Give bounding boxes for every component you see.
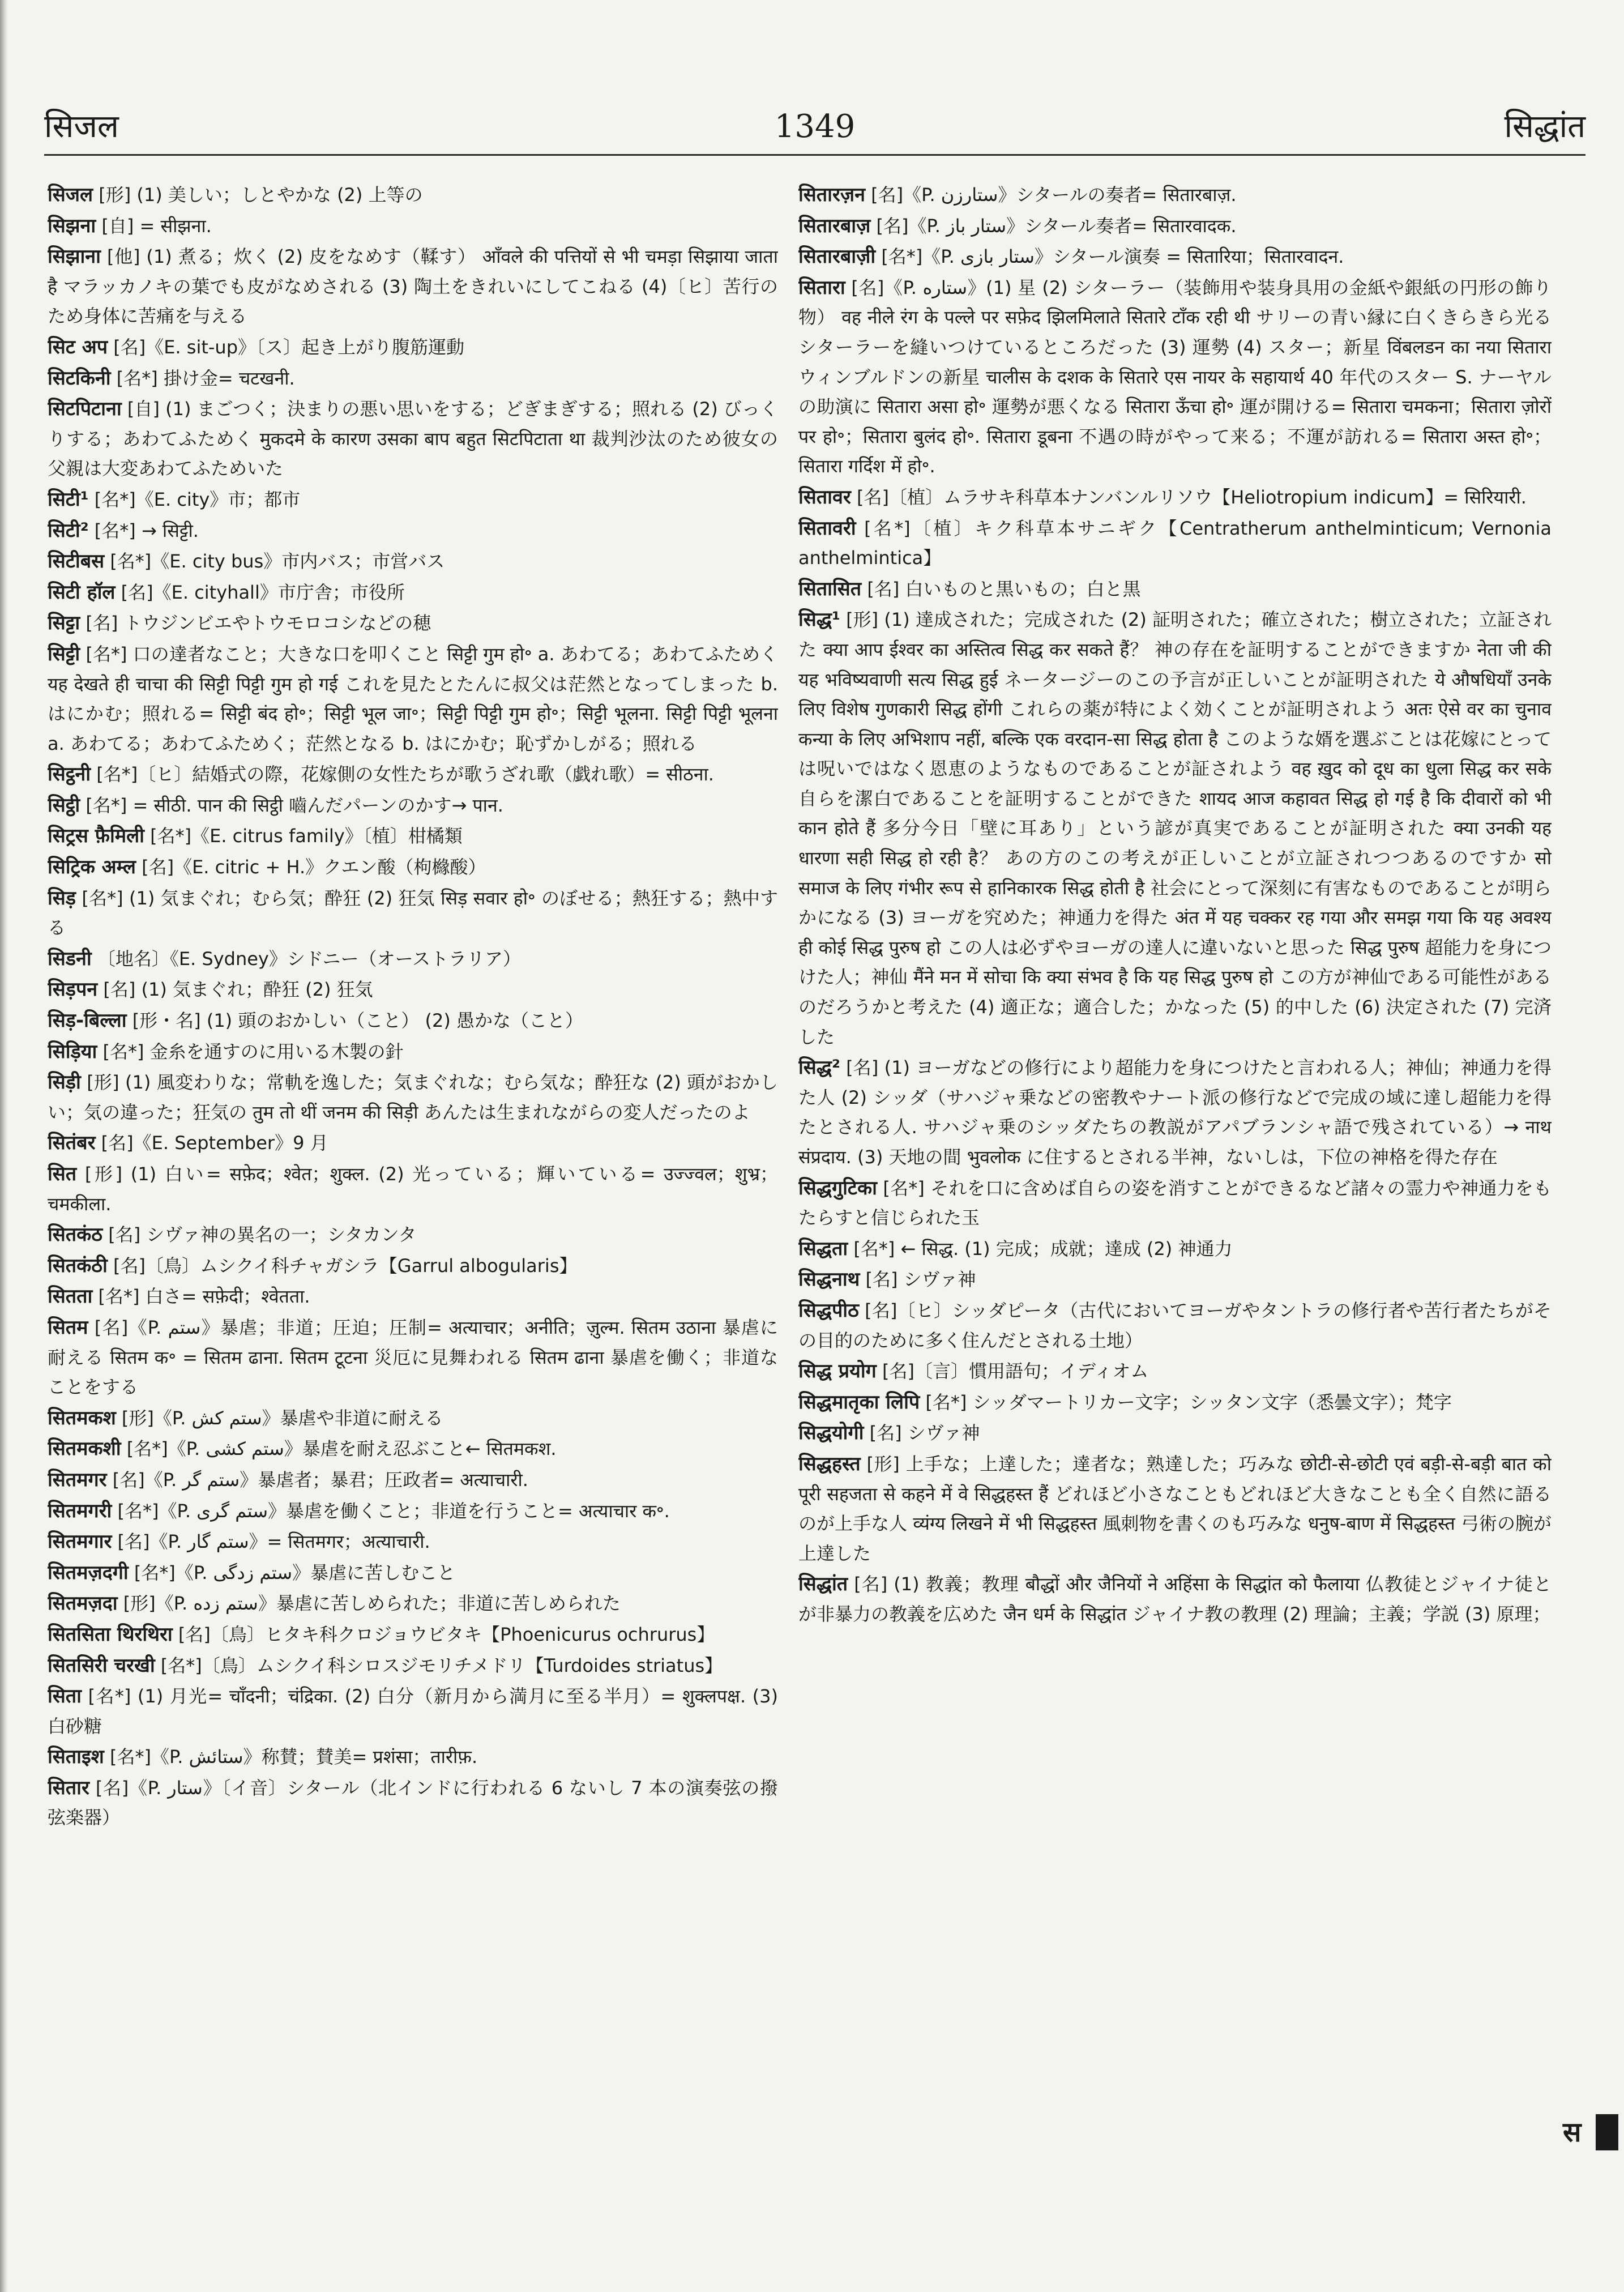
entry-headword: सिट्टी: [48, 642, 80, 665]
entry-definition: [名*]《P. ستائش》称賛；賛美= प्रशंसा；तारीफ़.: [109, 1746, 478, 1768]
entry-definition: [形] (1) 風変わりな；常軌を逸した；気まぐれな；むら気な；酔狂な (2) 頭がおかしい；気の違った；狂気の तुम तो थीं जनम की सिड़ी あんたは生まれながらの変人だったのよ: [48, 1072, 778, 1123]
entry-headword: सितमकश: [48, 1406, 116, 1429]
entry-definition: [名*]〔鳥〕ムシクイ科シロスジモリチメドリ【Turdoides striatus】: [160, 1654, 723, 1676]
entry-definition: [名] シヴァ神: [865, 1269, 976, 1291]
entry-definition: [名*]《P. ستم کشی》暴虐を耐え忍ぶこと← सितमकश.: [126, 1438, 557, 1460]
entry-definition: [形] (1) 達成された；完成された (2) 証明された；確立された；樹立された；立証された क्या आप ईश्वर का अस्तित्व सिद्ध कर सकते हैं？ 神の存在を証明することができますか नेता जी की यह भविष्यवाणी सत्य सिद्ध हुई ネータージーのこの予言が正しいことが証明された ये औषधियाँ उनके लिए विशेष गुणकारी सिद्ध होंगी これらの薬が特によく効くことが証明されよう अतः ऐसे वर का चुनाव कन्या के लिए अभिशाप नहीं, बल्कि एक वरदान-सा सिद्ध होता है このような婿を選ぶことは花嫁にとっては呪いではなく恩恵のようなものであることが証されよう वह ख़ुद को दूध का धुला सिद्ध कर सके 自らを潔白であることを証明することができた शायद आज कहावत सिद्ध हो गई है कि दीवारों को भी कान होते हैं 多分今日「壁に耳あり」という諺が真実であることが証明された क्या उनकी यह धारणा सही सिद्ध हो रही है？ あの方のこの考えが正しいことが立証されつつあるのですか सो समाज के लिए गंभीर रूप से हानिकारक सिद्ध होती है 社会にとって深刻に有害なものであることが明らかになる (3) ヨーガを究めた；神通力を得た अंत में यह चक्कर रह गया और समझ गया कि यह अवश्य ही कोई सिद्ध पुरुष हो この人は必ずやヨーガの達人に違いないと思った सिद्ध पुरुष 超能力を身につけた人；神仙 मैंने मन में सोचा कि क्या संभव है कि यह सिद्ध पुरुष हो この方が神仙である可能性があるのだろうかと考えた (4) 適正な；適合した；かなった (5) 的中した (6) 決定された (7) 完済した: [798, 609, 1552, 1048]
entry-headword: सिट्रिक अम्ल: [48, 856, 136, 879]
dictionary-entry: [48, 1282, 778, 1312]
dictionary-entry: [48, 332, 778, 362]
dictionary-entry: [48, 608, 778, 638]
entry-headword: सितमगरी: [48, 1499, 112, 1522]
entry-definition: [名]《E. cityhall》市庁舎；市役所: [121, 581, 405, 603]
entry-definition: [名]〔鳥〕ムシクイ科チャガシラ【Garrul albogularis】: [113, 1254, 578, 1277]
entry-headword: सिड़-बिल्ला: [48, 1009, 127, 1032]
entry-headword: सिद्धगुटिका: [798, 1176, 877, 1200]
entry-definition: [名*]《E. city bus》市内バス；市営バス: [110, 550, 445, 573]
dictionary-entry: [48, 821, 778, 851]
dictionary-entry: [48, 1589, 778, 1619]
entry-headword: सिट अप: [48, 335, 108, 358]
entry-definition: [名*]《E. city》市；都市: [94, 488, 301, 510]
dictionary-entry: [798, 242, 1552, 272]
entry-headword: सिद्धनाथ: [798, 1268, 860, 1291]
entry-headword: सिद्धांत: [798, 1573, 848, 1596]
dictionary-entry: [48, 1251, 778, 1281]
dictionary-entry: [48, 975, 778, 1005]
entry-definition: [名*] シッダマートリカー文字；シッタン文字（悉曇文字）；梵字: [925, 1391, 1452, 1413]
dictionary-entry: [48, 516, 778, 546]
entry-definition: [名]《P. ستم》暴虐；非道；圧迫；圧制= अत्याचार；अनीति；ज़ुल्म. सितम उठाना 暴虐に耐える सितम क॰ = सितम ढाना. सितम टूटना 災厄に見舞われる सितम ढाना 暴虐を働く；非道なことをする: [48, 1316, 778, 1398]
entry-headword: सिड़ी: [48, 1071, 81, 1094]
entry-headword: सिद्धमातृका लिपि: [798, 1390, 920, 1414]
entry-definition: [他] (1) 煮る；炊く (2) 皮をなめす（鞣す） आँवले की पत्तियों से भी चमड़ा सिझाया जाता है マラッカノキの葉でも皮がなめされる (3) 陶土をきれいにしてこねる (4)〔ヒ〕苦行のため身体に苦痛を与える: [48, 246, 778, 327]
dictionary-entry: [48, 1068, 778, 1127]
entry-headword: सिटी¹: [48, 488, 89, 511]
entry-headword: सितता: [48, 1285, 93, 1308]
dictionary-entry: [48, 1773, 778, 1833]
entry-headword: सिझाना: [48, 245, 101, 268]
entry-headword: सिटी²: [48, 519, 89, 542]
entry-definition: [名]《P. ستم گار》= सितमगर；अत्याचारी.: [117, 1531, 430, 1553]
entry-headword: सितमज़दा: [48, 1592, 118, 1615]
dictionary-entry: [798, 180, 1552, 210]
dictionary-entry: [48, 639, 778, 758]
page-edge-shadow: [0, 0, 8, 2292]
entry-definition: [名] 白いものと黒いもの；白と黒: [867, 578, 1141, 600]
right-guideword: सिद्धांत: [1504, 108, 1585, 145]
dictionary-entry: [48, 485, 778, 515]
entry-definition: [名*] それを口に含めば自らの姿を消すことができるなど諸々の霊力や神通力をもたらすと信じられた玉: [798, 1177, 1552, 1229]
thumb-index-bar: [1596, 2114, 1618, 2150]
entry-definition: [形・名] (1) 頭のおかしい（こと） (2) 愚かな（こと）: [132, 1010, 584, 1032]
entry-headword: सितमकशी: [48, 1437, 121, 1461]
dictionary-entry: [798, 605, 1552, 1052]
entry-definition: [名*]《P. ستار بازی》シタール演奏 = सितारिया；सितारवादन.: [881, 246, 1344, 268]
entry-headword: सितकंठ: [48, 1223, 103, 1247]
right-column: [798, 180, 1552, 2264]
dictionary-entry: [798, 1265, 1552, 1295]
entry-headword: सिद्धता: [798, 1237, 848, 1260]
dictionary-entry: [48, 883, 778, 943]
entry-definition: [名*] 口の達者なこと；大きな口を叩くこと सिट्टी गुम हो॰ a. あわてる；あわてふためく यह देखते ही चाचा की सिट्टी पिट्टी गुम हो गई これを見たとたんに叔父は茫然となってしまった b. はにかむ；照れる= सिट्टी बंद हो॰；सिट्टी भूल जा॰；सिट्टी पिट्टी गुम हो॰；सिट्टी भूलना. सिट्टी पिट्टी भूलना a. あわてる；あわてふためく；茫然となる b. はにかむ；恥ずかしがる；照れる: [48, 643, 778, 754]
entry-headword: सितारबाज़: [798, 214, 871, 237]
dictionary-entry: [48, 1128, 778, 1158]
entry-definition: [名]〔植〕ムラサキ科草本ナンバンルリソウ【Heliotropium indicum】= सिरियारी.: [856, 486, 1527, 508]
entry-definition: [名*]《P. ستم گری》暴虐を働くこと；非道を行うこと= अत्याचार क॰.: [117, 1500, 670, 1522]
entry-headword: सितावरी: [798, 517, 856, 540]
entry-definition: [名*] 金糸を通すのに用いる木製の針: [102, 1040, 404, 1062]
entry-definition: [名]《E. citric + H.》クエン酸（枸櫞酸）: [142, 856, 486, 878]
dictionary-entry: [48, 180, 778, 210]
entry-headword: सिड़: [48, 886, 76, 910]
entry-definition: [名*] 白さ= सफ़ेदी；श्वेतता.: [98, 1286, 310, 1308]
entry-headword: सितमज़दगी: [48, 1561, 129, 1584]
entry-headword: सिटपिटाना: [48, 398, 122, 421]
entry-definition: [名*] (1) 月光= चाँदनी；चंद्रिका. (2) 白分（新月から満月に至る半月）= शुक्लपक्ष. (3) 白砂糖: [48, 1685, 778, 1737]
dictionary-entry: [798, 1234, 1552, 1264]
dictionary-entry: [48, 852, 778, 882]
dictionary-entry: [48, 791, 778, 821]
entry-headword: सितमगार: [48, 1530, 112, 1553]
entry-definition: 〔地名〕《E. Sydney》シドニー（オーストラリア）: [97, 947, 521, 970]
entry-headword: सिद्ध²: [798, 1056, 840, 1079]
entry-headword: सिजल: [48, 183, 93, 206]
dictionary-entry: [48, 394, 778, 484]
entry-headword: सिट्ठनी: [48, 763, 91, 786]
entry-headword: सिट्टा: [48, 612, 80, 635]
entry-definition: [名*]《E. citrus family》〔植〕柑橘類: [150, 825, 463, 847]
entry-headword: सितंबर: [48, 1132, 96, 1155]
entry-headword: सितमगर: [48, 1468, 107, 1491]
entry-headword: सिटी हॉल: [48, 581, 116, 604]
dictionary-entry: [798, 483, 1552, 513]
dictionary-entry: [798, 1296, 1552, 1355]
dictionary-entry: [48, 1681, 778, 1741]
thumb-index-letter: स: [1563, 2116, 1582, 2148]
left-guideword: सिजल: [44, 108, 119, 145]
dictionary-entry: [48, 547, 778, 577]
dictionary-entry: [48, 1403, 778, 1433]
entry-headword: सितारज़न: [798, 183, 865, 206]
dictionary-entry: [798, 1449, 1552, 1568]
entry-headword: सिड़पन: [48, 978, 98, 1001]
entry-headword: सिद्ध प्रयोग: [798, 1360, 877, 1383]
entry-headword: सिड़िया: [48, 1040, 97, 1063]
dictionary-entry: [48, 1220, 778, 1250]
dictionary-entry: [48, 242, 778, 331]
entry-definition: [名] (1) 教義；教理 बौद्धों और जैनियों ने अहिंसा के सिद्धांत को फैलाया 仏教徒とジャイナ徒とが非暴力の教義を広めた जैन धर्म के सिद्धांत ジャイナ教の教理 (2) 理論；主義；学説 (3) 原理；: [798, 1573, 1552, 1625]
entry-definition: [形] (1) 白い= सफ़ेद；श्वेत；शुक्ल. (2) 光っている；輝いている= उज्ज्वल；शुभ्र；चमकीला.: [48, 1163, 778, 1215]
entry-headword: सितकंठी: [48, 1254, 108, 1277]
entry-definition: [名*] = सीठी. पान की सिट्ठी 嚙んだパーンのかす→ पान.: [86, 794, 503, 816]
entry-definition: [名]《E. sit-up》〔ス〕起き上がり腹筋運動: [113, 336, 465, 358]
dictionary-entry: [798, 1356, 1552, 1386]
entry-definition: [名]〔言〕慣用語句；イディオム: [882, 1360, 1149, 1382]
dictionary-entry: [798, 1569, 1552, 1629]
dictionary-entry: [48, 1527, 778, 1557]
dictionary-entry: [798, 1053, 1552, 1172]
dictionary-entry: [798, 211, 1552, 241]
dictionary-entry: [798, 1418, 1552, 1448]
entry-definition: [名] トウジンビエやトウモロコシなどの穂: [86, 612, 431, 634]
dictionary-entry: [798, 574, 1552, 604]
dictionary-entry: [48, 211, 778, 241]
dictionary-entry: [798, 1388, 1552, 1418]
dictionary-entry: [48, 364, 778, 394]
dictionary-entry: [798, 1173, 1552, 1233]
entry-definition: [自] (1) まごつく；決まりの悪い思いをする；どぎまぎする；照れる (2) びっくりする；あわてふためく मुकदमे के कारण उसका बाप बहुत सिटपिटाता था 裁判沙汰のため彼女の父親は大変あわてふためいた: [48, 398, 778, 480]
entry-headword: सितार: [48, 1776, 89, 1799]
entry-headword: सित: [48, 1163, 77, 1185]
entry-headword: सितम: [48, 1316, 88, 1339]
entry-headword: सिझना: [48, 214, 96, 237]
thumb-index-tab: [1563, 2110, 1624, 2155]
dictionary-entry: [48, 1496, 778, 1526]
dictionary-entry: [48, 1742, 778, 1772]
entry-headword: सिद्धहस्त: [798, 1452, 861, 1475]
entry-headword: सितासित: [798, 577, 862, 600]
entry-definition: [名]〔鳥〕ヒタキ科クロジョウビタキ【Phoenicurus ochrurus】: [178, 1623, 715, 1645]
entry-definition: [名*]〔植〕キク科草本サニギク【Centratherum anthelminticum; Vernonia anthelmintica】: [798, 517, 1552, 569]
entry-headword: सिटीबस: [48, 550, 105, 573]
entry-definition: [名]《P. ستم گر》暴虐者；暴君；圧政者= अत्याचारी.: [112, 1469, 528, 1491]
entry-headword: सिता: [48, 1685, 82, 1708]
entry-headword: सितसिरी चरखी: [48, 1654, 155, 1677]
dictionary-entry: [48, 1558, 778, 1588]
entry-definition: [名*] ← सिद्ध. (1) 完成；成就；達成 (2) 神通力: [853, 1237, 1233, 1260]
entry-headword: सिताइश: [48, 1745, 104, 1769]
entry-headword: सितारबाज़ी: [798, 245, 876, 268]
header-rule: [44, 154, 1585, 156]
entry-headword: सिद्धयोगी: [798, 1422, 864, 1445]
entry-definition: [名]〔ヒ〕シッダピータ（古代においてヨーガやタントラの修行者や苦行者たちがその目的のために多く住んだとされる土地）: [798, 1299, 1552, 1351]
entry-definition: [名]《P. ستارزن》シタールの奏者= सितारबाज़.: [871, 184, 1237, 206]
entry-definition: [形]《P. ستم زده》暴虐に苦しめられた；非道に苦しめられた: [123, 1593, 621, 1615]
dictionary-entry: [48, 1465, 778, 1495]
page-header: [44, 106, 1585, 147]
entry-definition: [形] (1) 美しい；しとやかな (2) 上等の: [99, 184, 423, 206]
entry-headword: सितावर: [798, 485, 851, 509]
entry-definition: [名]《P. ستار باز》シタール奏者= सितारवादक.: [876, 215, 1237, 237]
entry-definition: [名*]〔ヒ〕結婚式の際，花嫁側の女性たちが歌うざれ歌（戯れ歌）= सीठना.: [96, 763, 714, 786]
dictionary-entry: [48, 1313, 778, 1402]
entry-definition: [名]《P. ستاره》(1) 星 (2) シターラー（装飾用や装身具用の金紙や銀紙の円形の飾り物） वह नीले रंग के पल्ले पर सफ़ेद झिलमिलाते सितारे टाँक रही थी サリーの青い縁に白くきらきら光るシターラーを縫いつけているところだった (3) 運勢 (4) スター；新星 विंबलडन का नया सितारा ウィンブルドンの新星 चालीस के दशक के सितारे एस नायर के सहायार्थ 40 年代のスター S. ナーヤルの助演に सितारा असा हो॰ 運勢が悪くなる सितारा ऊँचा हो॰ 運が開ける= सितारा चमकना；सितारा ज़ोरों पर हो॰；सितारा बुलंद हो॰. सितारा डूबना 不遇の時がやって来る；不運が訪れる= सितारा अस्त हो॰；सितारा गर्दिश में हो॰.: [798, 276, 1552, 477]
dictionary-entry: [48, 1159, 778, 1219]
dictionary-entry: [48, 1006, 778, 1036]
entry-definition: [名*] (1) 気まぐれ；むら気；酔狂 (2) 狂気 सिड़ सवार हो॰ のぼせる；熱狂する；熱中する: [48, 887, 778, 939]
dictionary-entry: [798, 273, 1552, 481]
dictionary-entry: [48, 1037, 778, 1067]
entry-definition: [名]《E. September》9 月: [101, 1132, 328, 1154]
entry-definition: [名] シヴァ神の異名の一；シタカンタ: [108, 1224, 417, 1246]
entry-definition: [名*]《P. ستم زدگی》暴虐に苦しむこと: [134, 1561, 456, 1584]
entry-headword: सितारा: [798, 276, 845, 299]
dictionary-entry: [798, 514, 1552, 573]
dictionary-entry: [48, 578, 778, 608]
left-column: [48, 180, 778, 2264]
entry-headword: सितसिता थिरथिरा: [48, 1623, 173, 1646]
entry-definition: [形]《P. ستم کش》暴虐や非道に耐える: [121, 1407, 443, 1429]
dictionary-entry: [48, 1620, 778, 1650]
entry-headword: सिद्ध¹: [798, 608, 840, 631]
dictionary-entry: [48, 944, 778, 974]
page-number: 1349: [774, 108, 856, 145]
dictionary-entry: [48, 1434, 778, 1464]
dictionary-entry: [48, 759, 778, 789]
entry-definition: [名] (1) 気まぐれ；酔狂 (2) 狂気: [103, 979, 373, 1001]
entry-headword: सिट्ठी: [48, 793, 80, 817]
entry-definition: [名] シヴァ神: [869, 1422, 980, 1444]
entry-definition: [名*] 掛け金= चटखनी.: [116, 367, 295, 389]
dictionary-entry: [48, 1651, 778, 1681]
entry-headword: सिटकिनी: [48, 366, 111, 390]
entry-headword: सिद्धपीठ: [798, 1299, 859, 1322]
entry-definition: [名*] → सिट्टी.: [94, 519, 199, 541]
entry-definition: [形] 上手な；上達した；達者な；熟達した；巧みな छोटी-से-छोटी एवं बड़ी-से-बड़ी बात को पूरी सहजता से कहने में वे सिद्धहस्त हैं どれほど小さなこともどれほど大きなことも全く自然に語るのが上手な人 व्यंग्य लिखने में भी सिद्धहस्त 風刺物を書くのも巧みな धनुष-बाण में सिद्धहस्त 弓術の腕が上達した: [798, 1453, 1552, 1564]
entry-definition: [名] (1) ヨーガなどの修行により超能力を身につけたと言われる人；神仙；神通力を得た人 (2) シッダ（サハジャ乗などの密教やナート派の修行などで完成の域に達し超能力を得たとされる人. サハジャ乗のシッダたちの教説がアパブランシャ語で残されている）→ नाथ संप्रदाय. (3) 天地の間 भुवलोक に住するとされる半神，ないしは，下位の神格を得た存在: [798, 1057, 1552, 1168]
entry-headword: सिडनी: [48, 947, 92, 970]
entry-definition: [自] = सीझना.: [101, 215, 212, 237]
entry-definition: [名]《P. ستار》〔イ音〕シタール（北インドに行われる 6 ないし 7 本の演奏弦の撥弦楽器）: [48, 1777, 778, 1829]
entry-headword: सिट्रस फ़ैमिली: [48, 825, 144, 848]
